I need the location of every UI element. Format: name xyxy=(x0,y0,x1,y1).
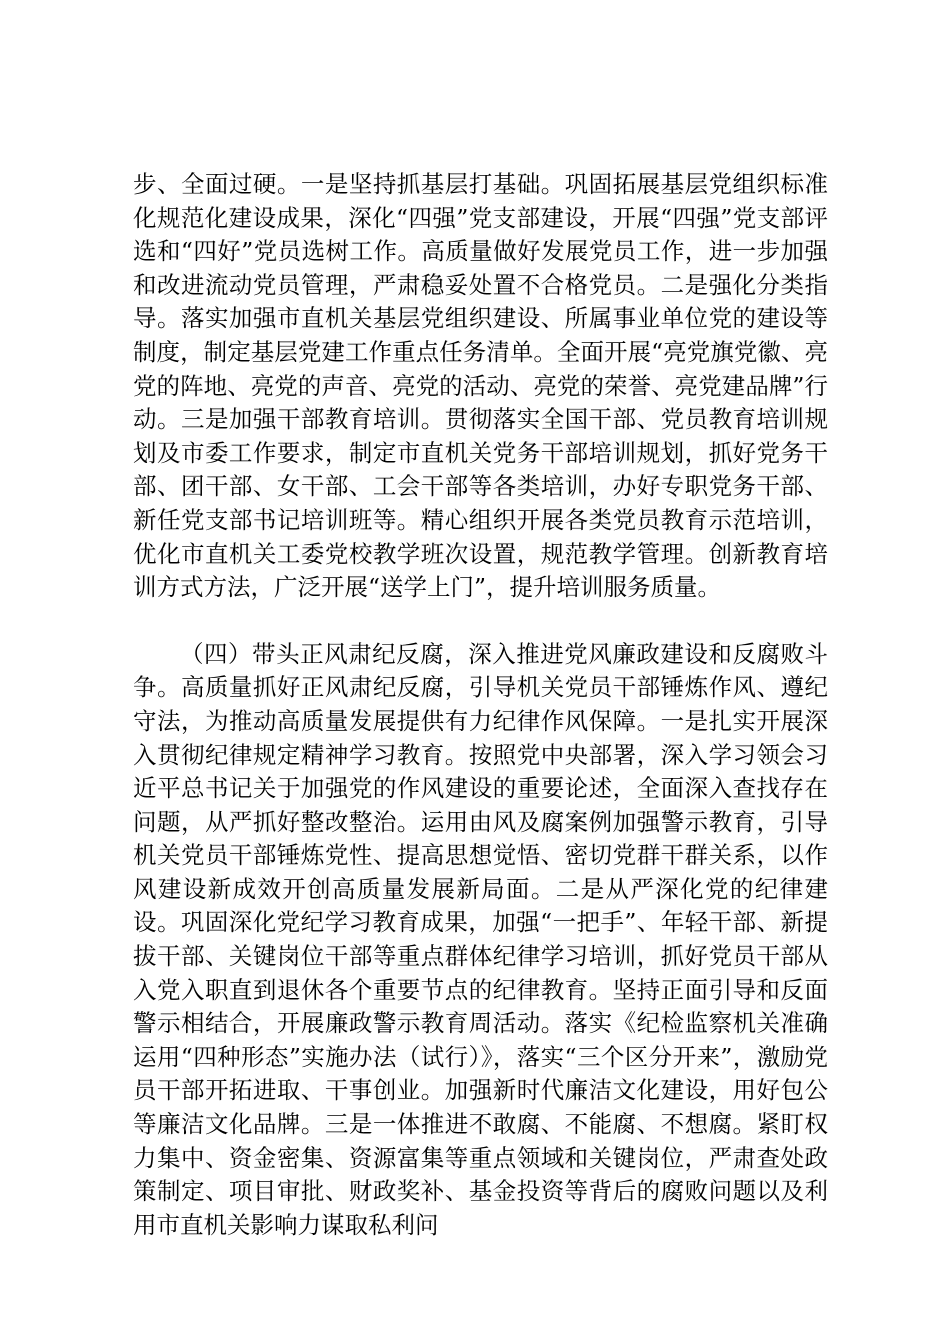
paragraph-section-four-anti-corruption: （四）带头正风肃纪反腐，深入推进党风廉政建设和反腐败斗争。高质量抓好正风肃纪反腐，引导机关党员干部锤炼作风、遵纪守法，为推动高质量发展提供有力纪律作风保障。一是扎实开展深入贯彻纪律规定精神学习教育。按照党中央部署，深入学习领会习近平总书记关于加强党的作风建设的重要论述，全面深入查找存在问题，从严抓好整改整治。运用由风及腐案例加强警示教育，引导机关党员干部锤炼党性、提高思想觉悟、密切党群干群关系，以作风建设新成效开创高质量发展新局面。二是从严深化党的纪律建设。巩固深化党纪学习教育成果，加强“一把手”、年轻干部、新提拔干部、关键岗位干部等重点群体纪律学习培训，抓好党员干部从入党入职直到退休各个重要节点的纪律教育。坚持正面引导和反面警示相结合，开展廉政警示教育周活动。落实《纪检监察机关准确运用“四种形态”实施办法（试行）》，落实“三个区分开来”，激励党员干部开拓进取、干事创业。加强新时代廉洁文化建设，用好包公等廉洁文化品牌。三是一体推进不敢腐、不能腐、不想腐。紧盯权力集中、资金密集、资源富集等重点领域和关键岗位，严肃查处政策制定、项目审批、财政奖补、基金投资等背后的腐败问题以及利用市直机关影响力谋取私利问 xyxy=(133,639,828,1239)
document-page xyxy=(133,168,828,1242)
paragraph-party-building-continuation: 步、全面过硬。一是坚持抓基层打基础。巩固拓展基层党组织标准化规范化建设成果，深化“四强”党支部建设，开展“四强”党支部评选和“四好”党员选树工作。高质量做好发展党员工作，进一步加强和改进流动党员管理，严肃稳妥处置不合格党员。二是强化分类指导。落实加强市直机关基层党组织建设、所属事业单位党的建设等制度，制定基层党建工作重点任务清单。全面开展“亮党旗党徽、亮党的阵地、亮党的声音、亮党的活动、亮党的荣誉、亮党建品牌”行动。三是加强干部教育培训。贯彻落实全国干部、党员教育培训规划及市委工作要求，制定市直机关党务干部培训规划，抓好党务干部、团干部、女干部、工会干部等各类培训，办好专职党务干部、新任党支部书记培训班等。精心组织开展各类党员教育示范培训，优化市直机关工委党校教学班次设置，规范教学管理。创新教育培训方式方法，广泛开展“送学上门”，提升培训服务质量。 xyxy=(133,170,828,602)
